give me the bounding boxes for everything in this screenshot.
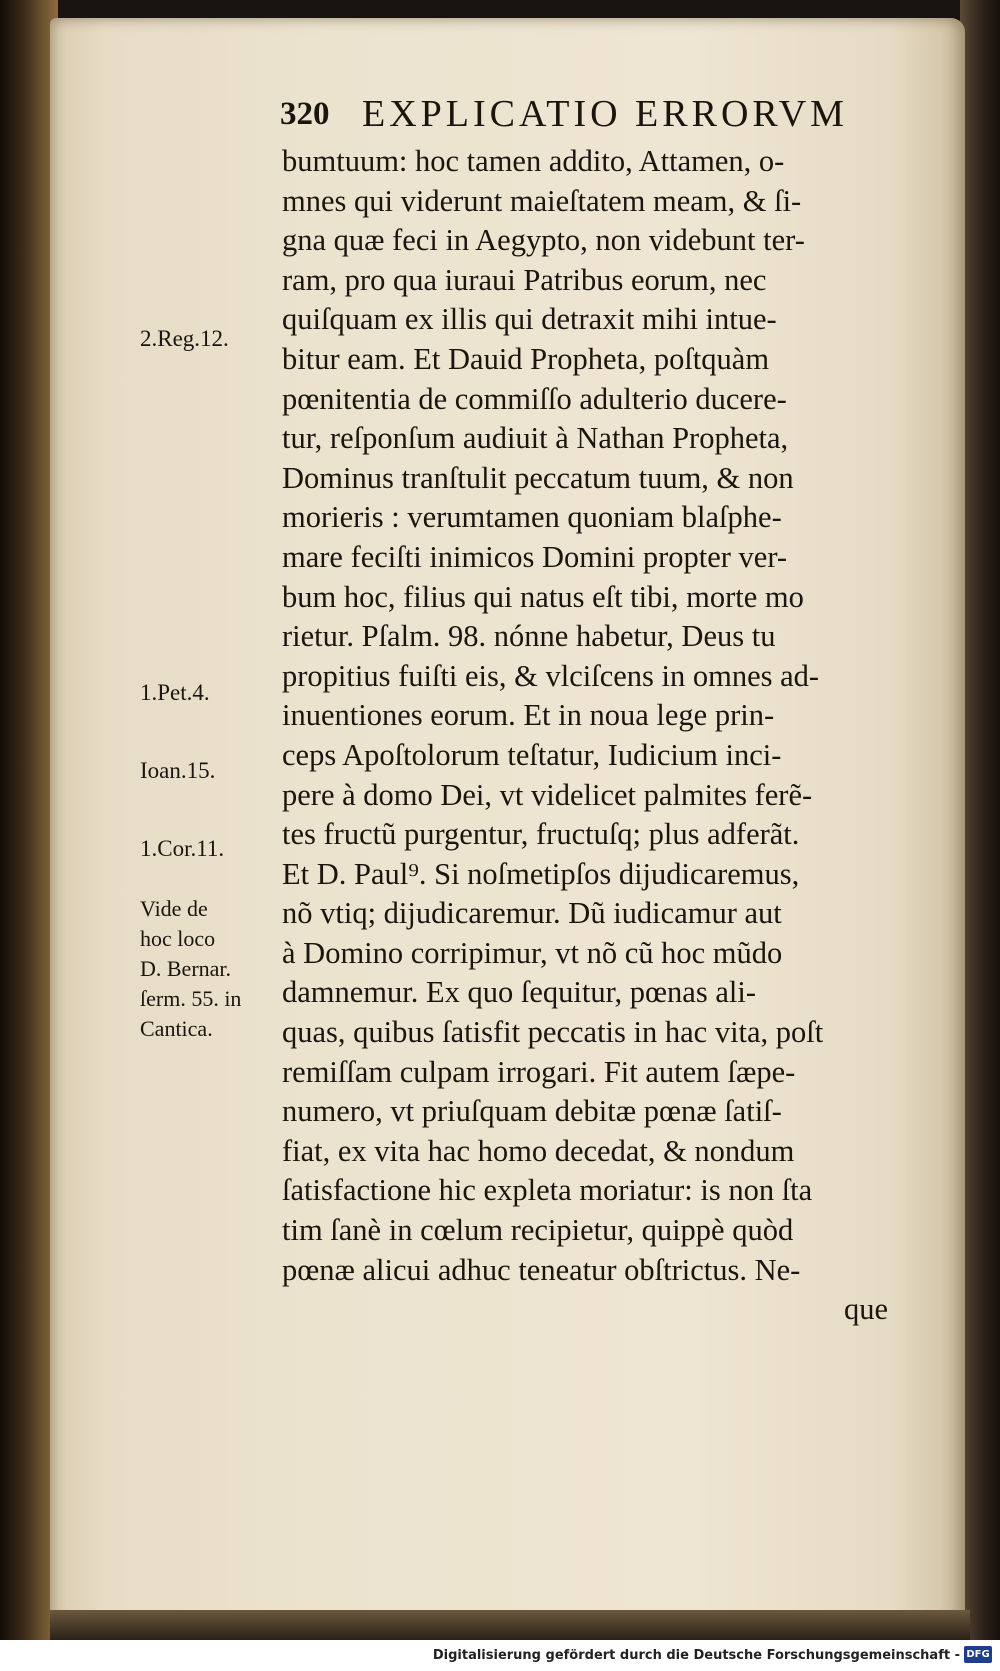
text-line: fiat, ex vita hac homo decedat, & nondum [282, 1133, 795, 1168]
text-line: ſatisfactione hic expleta moriatur: is non ſta [282, 1173, 813, 1208]
page-number: 320 [280, 96, 330, 132]
margin-note: D. Bernar. [140, 956, 232, 981]
text-line: bitur eam. Et Dauid Propheta, poſtquàm [282, 341, 770, 376]
page-edge-bottom [50, 1610, 970, 1640]
text-line: gna quæ feci in Aegypto, non videbunt ter- [282, 223, 805, 258]
margin-note: ſerm. 55. in [140, 986, 242, 1011]
text-line: remiſſam culpam irrogari. Fit autem ſæpe- [282, 1054, 796, 1089]
running-title: EXPLICATIO ERRORVM [362, 93, 848, 135]
text-line: pere à domo Dei, vt videlicet palmites ferẽ- [282, 777, 813, 812]
text-line: pœnitentia de commiſſo adulterio ducere- [282, 381, 787, 416]
text-line: quas, quibus ſatisfit peccatis in hac vita, poſt [282, 1015, 824, 1050]
text-line: quiſquam ex illis qui detraxit mihi intue- [282, 302, 777, 337]
text-line: mare feciſti inimicos Domini propter ver- [282, 539, 788, 574]
main-text-block [282, 142, 922, 1330]
text-line: numero, vt priuſquam debitæ pœnæ ſatiſ- [282, 1094, 782, 1129]
text-line: propitius fuiſti eis, & vlciſcens in omnes ad- [282, 658, 820, 693]
text-line: ceps Apoſtolorum teſtatur, Iudicium inci- [282, 737, 782, 772]
text-line: tur, reſponſum audiuit à Nathan Propheta, [282, 421, 789, 456]
digitization-footer [0, 1640, 1000, 1671]
text-line: Et D. Paul⁹. Si noſmetipſos dijudicaremus, [282, 856, 800, 891]
margin-note: Ioan.15. [140, 758, 216, 783]
funding-credit: Digitalisierung gefördert durch die Deutsche Forschungsgemeinschaft - [432, 1648, 960, 1663]
margin-note: 2.Reg.12. [140, 326, 229, 351]
margin-note: Vide de [140, 896, 208, 921]
margin-note: Cantica. [140, 1016, 213, 1041]
text-line: tim ſanè in cœlum recipietur, quippè quòd [282, 1213, 794, 1248]
text-line: rietur. Pſalm. 98. nónne habetur, Deus tu [282, 619, 776, 654]
text-line: damnemur. Ex quo ſequitur, pœnas ali- [282, 975, 756, 1010]
dfg-logo-icon: DFG [964, 1646, 992, 1663]
text-line: mnes qui viderunt maieſtatem meam, & ſi- [282, 183, 802, 218]
margin-note: hoc loco [140, 926, 216, 951]
text-line: pœnæ alicui adhuc teneatur obſtrictus. Ne- [282, 1252, 801, 1287]
text-line: Dominus tranſtulit peccatum tuum, & non [282, 460, 794, 495]
text-line: nõ vtiq; dijudicaremur. Dũ iudicamur aut [282, 896, 782, 931]
text-line: ram, pro qua iuraui Patribus eorum, nec [282, 262, 767, 297]
text-line: à Domino corripimur, vt nõ cũ hoc mũdo [282, 935, 783, 970]
margin-note: 1.Cor.11. [140, 836, 225, 861]
margin-note: 1.Pet.4. [140, 680, 210, 705]
page-edge-right [960, 0, 1000, 1640]
text-line: bum hoc, filius qui natus eſt tibi, morte mo [282, 579, 804, 614]
running-header [280, 92, 920, 138]
text-line: morieris : verumtamen quoniam blaſphe- [282, 500, 782, 535]
text-line: bumtuum: hoc tamen addito, Attamen, o- [282, 144, 785, 178]
text-line: inuentiones eorum. Et in noua lege prin- [282, 698, 775, 733]
text-line: tes fructũ purgentur, fructuſq; plus adferãt. [282, 817, 800, 852]
catchword: que [843, 1292, 888, 1327]
